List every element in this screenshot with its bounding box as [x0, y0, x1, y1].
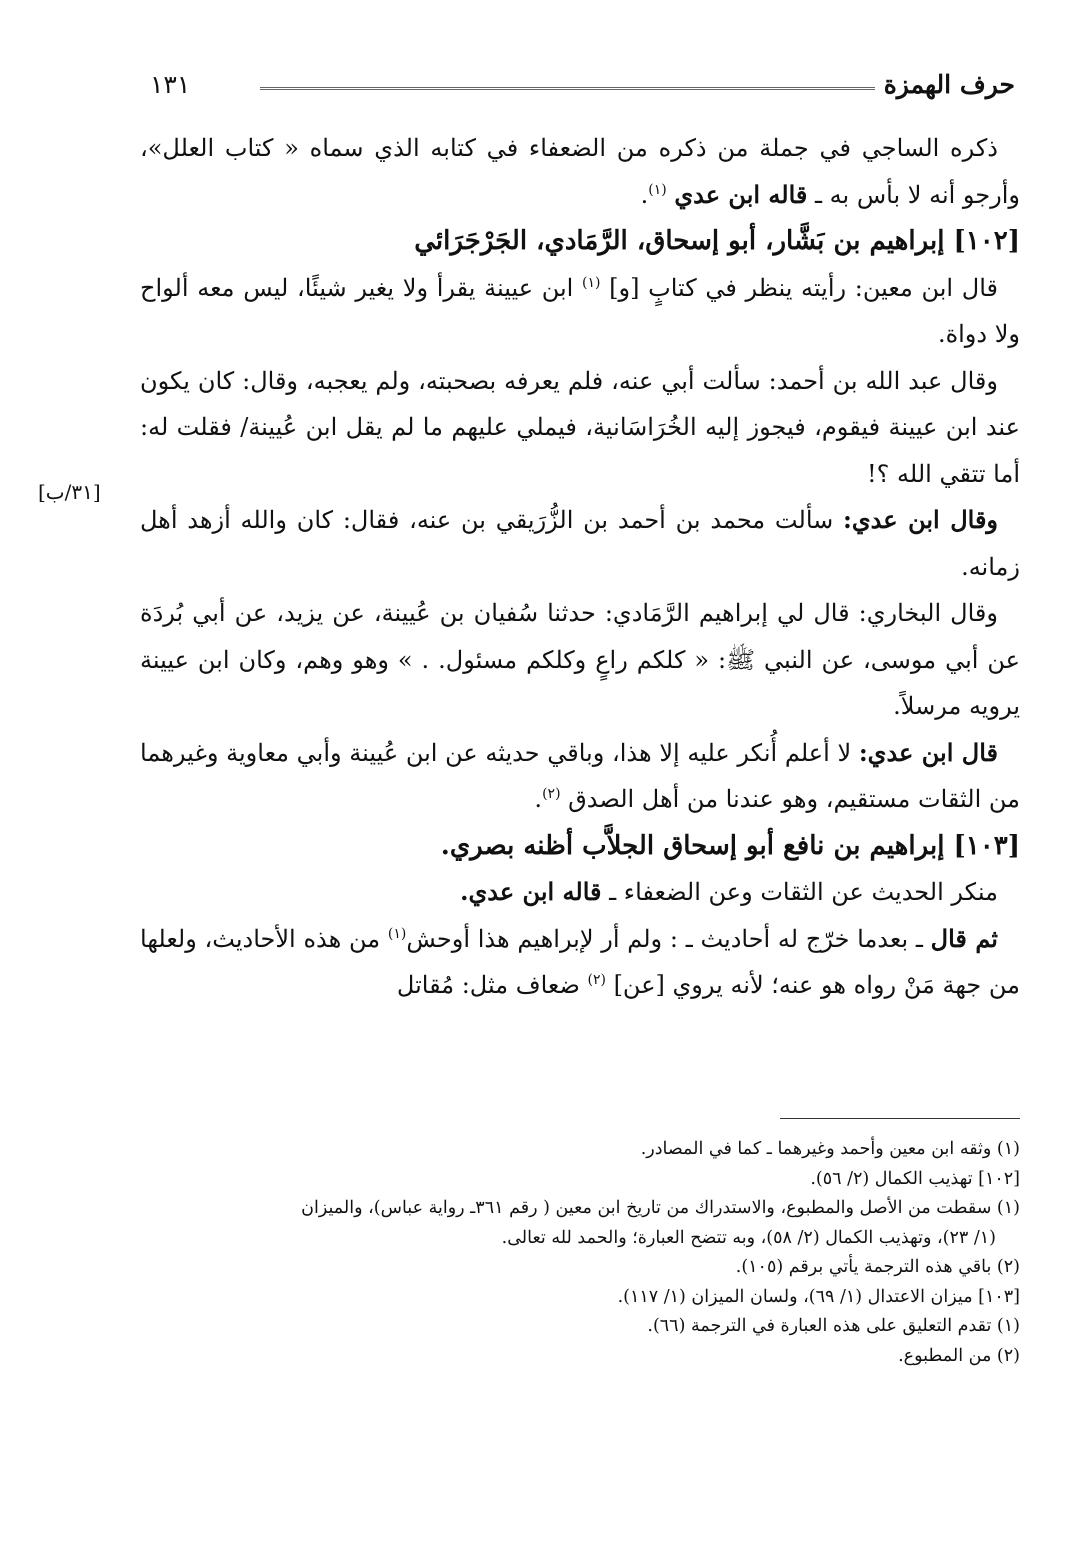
attribution: قاله ابن عدي.: [460, 877, 602, 906]
paragraph: [140, 869, 1020, 916]
paragraph: [140, 916, 1020, 1009]
entry-heading-103: [١٠٣] إبراهيم بن نافع أبو إسحاق الجلاَّب أظنه بصري.: [440, 830, 1020, 861]
page-header: [150, 70, 1015, 110]
footnote: (١) سقطت من الأصل والمطبوع، والاستدراك من تاريخ ابن معين ( رقم ٣٦١ـ رواية عباس)، والميزان: [301, 1198, 1020, 1218]
main-text: [140, 125, 1020, 1009]
entry-heading-102: [١٠٢] إبراهيم بن بَشَّار، أبو إسحاق، الرَّمَادي، الجَرْجَرَائي: [414, 226, 1020, 256]
text-run: .: [534, 785, 543, 813]
text-run: .: [640, 180, 649, 209]
footnote: (٢) من المطبوع.: [898, 1345, 1020, 1366]
manuscript-folio-note: [٣١/ب]: [38, 480, 101, 504]
text-run: العلل»، وأرجو أنه لا بأس به ـ: [140, 134, 1020, 209]
footnote: (١) تقدم التعليق على هذه العبارة في الترجمة (٦٦).: [647, 1316, 1020, 1336]
text-run: قال ابن معين: رأيته ينظر في كتابٍ [و]: [600, 273, 998, 302]
paragraph: [140, 497, 1020, 590]
text-run: لا أعلم أُنكر عليه إلا هذا، وباقي حديثه عن ابن عُيينة وأبي معاوية وغيرهما من الثقات مستقيم، وهو عندنا من أهل الصدق: [140, 738, 1020, 813]
text-run: ذكره الساجي في جملة من ذكره من الضعفاء في كتابه الذي سماه « كتاب: [224, 134, 998, 162]
attribution: ثم قال: [930, 923, 998, 953]
footnotes: [140, 1135, 1020, 1371]
footnote-ref: (١): [582, 274, 601, 291]
footnote-ref: (١): [648, 181, 667, 198]
footnote-ref: (٢): [542, 786, 561, 802]
text-run: ـ بعدما خرّج له أحاديث ـ : ولم أر لإبراهيم هذا أوحش: [406, 924, 931, 953]
text-run: من هذه الأحاديث، ولعلها من جهة مَنْ رواه هو عنه؛ لأنه يروي [عن]: [140, 924, 1020, 999]
footnote: (١) وثقه ابن معين وأحمد وغيرهما ـ كما في المصادر.: [640, 1139, 1020, 1159]
text-run: سألت محمد بن أحمد بن الزُّرَيقي بن عنه، فقال: كان والله أزهد أهل زمانه.: [140, 506, 1020, 581]
chapter-title: حرف الهمزة: [883, 70, 1015, 99]
paragraph: [140, 730, 1020, 823]
paragraph: وقال البخاري: قال لي إبراهيم الرَّمَادي: حدثنا سُفيان بن عُيينة، عن يزيد، عن أبي بُردَة عن أبي موسى، عن النبي ﷺ: « كلكم راعٍ وكلكم مسئول. . » وهو وهم، وكان ابن عيينة يرويه مرسلاً.: [140, 599, 1020, 720]
footnote-ref: (١): [387, 925, 407, 942]
footnote-separator: [780, 1118, 1020, 1119]
paragraph: [140, 125, 1020, 218]
attribution: قال ابن عدي:: [858, 737, 998, 767]
paragraph: وقال عبد الله بن أحمد: سألت أبي عنه، فلم يعرفه بصحبته، ولم يعجبه، وقال: كان يكون عند ابن عيينة فيقوم، فيجوز إليه الخُرَاسَانية، فيملي عليهم ما لم يقل ابن عُيينة/ فقلت له: أما تتقي الله ؟!: [140, 366, 1020, 488]
attribution: قاله ابن عدي: [674, 179, 808, 209]
footnote-continuation: (١/ ٢٣)، وتهذيب الكمال (٢/ ٥٨)، وبه تتضح العبارة؛ والحمد لله تعالى.: [501, 1227, 996, 1248]
text-run: ضعاف مثل: مُقاتل: [396, 971, 588, 999]
text-run: ابن عيينة يقرأ ولا يغير شيئًا، ليس معه ألواح ولا دواة.: [140, 273, 1020, 348]
footnote-ref: (٢): [587, 972, 606, 988]
attribution: وقال ابن عدي:: [843, 505, 999, 534]
paragraph: [140, 265, 1020, 358]
header-rule: [260, 87, 875, 90]
text-run: منكر الحديث عن الثقات وعن الضعفاء ـ: [601, 878, 998, 906]
page-number: ١٣١: [150, 70, 191, 99]
footnote: [١٠٢] تهذيب الكمال (٢/ ٥٦).: [810, 1168, 1020, 1189]
footnote: [١٠٣] ميزان الاعتدال (١/ ٦٩)، ولسان الميزان (١/ ١١٧).: [617, 1286, 1020, 1307]
footnote: (٢) باقي هذه الترجمة يأتي برقم (١٠٥).: [735, 1257, 1020, 1277]
